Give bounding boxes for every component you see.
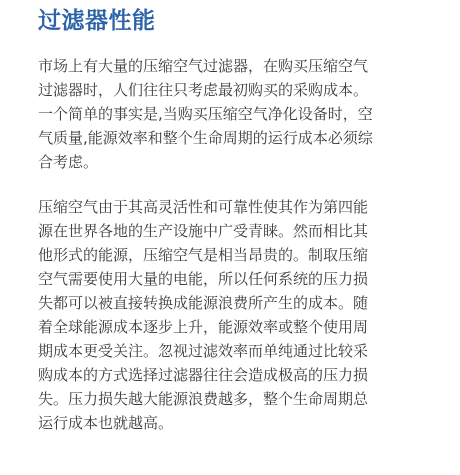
paragraph-energy-cost: 压缩空气由于其高灵活性和可靠性使其作为第四能 源在世界各地的生产设施中广受青睐。然而相比其 他形式的能源，压缩空气是相当昂贵的。制取压缩 空气需要使用大量的电能，所以任何系统的压力损 失都可以被直接转换成能源浪费所产生的成本。随 着全球能源成本逐步上升，能源效率或整个使用周 期成本更受关注。忽视过滤效率而单纯通过比较采 购成本的方式选择过滤器往往会造成极高的压力损 失。压力损失越大能源浪费越多，整个生命周期总 运行成本也就越高。 bbox=[38, 198, 369, 432]
paragraph-intro: 市场上有大量的压缩空气过滤器，在购买压缩空气 过滤器时，人们往往只考虑最初购买的采购成本。 一个简单的事实是,当购买压缩空气净化设备时，空 气质量,能源效率和整个生命周期的运行成本必须综 合考虑。 bbox=[38, 57, 373, 171]
section-title: 过滤器性能 bbox=[38, 8, 156, 34]
